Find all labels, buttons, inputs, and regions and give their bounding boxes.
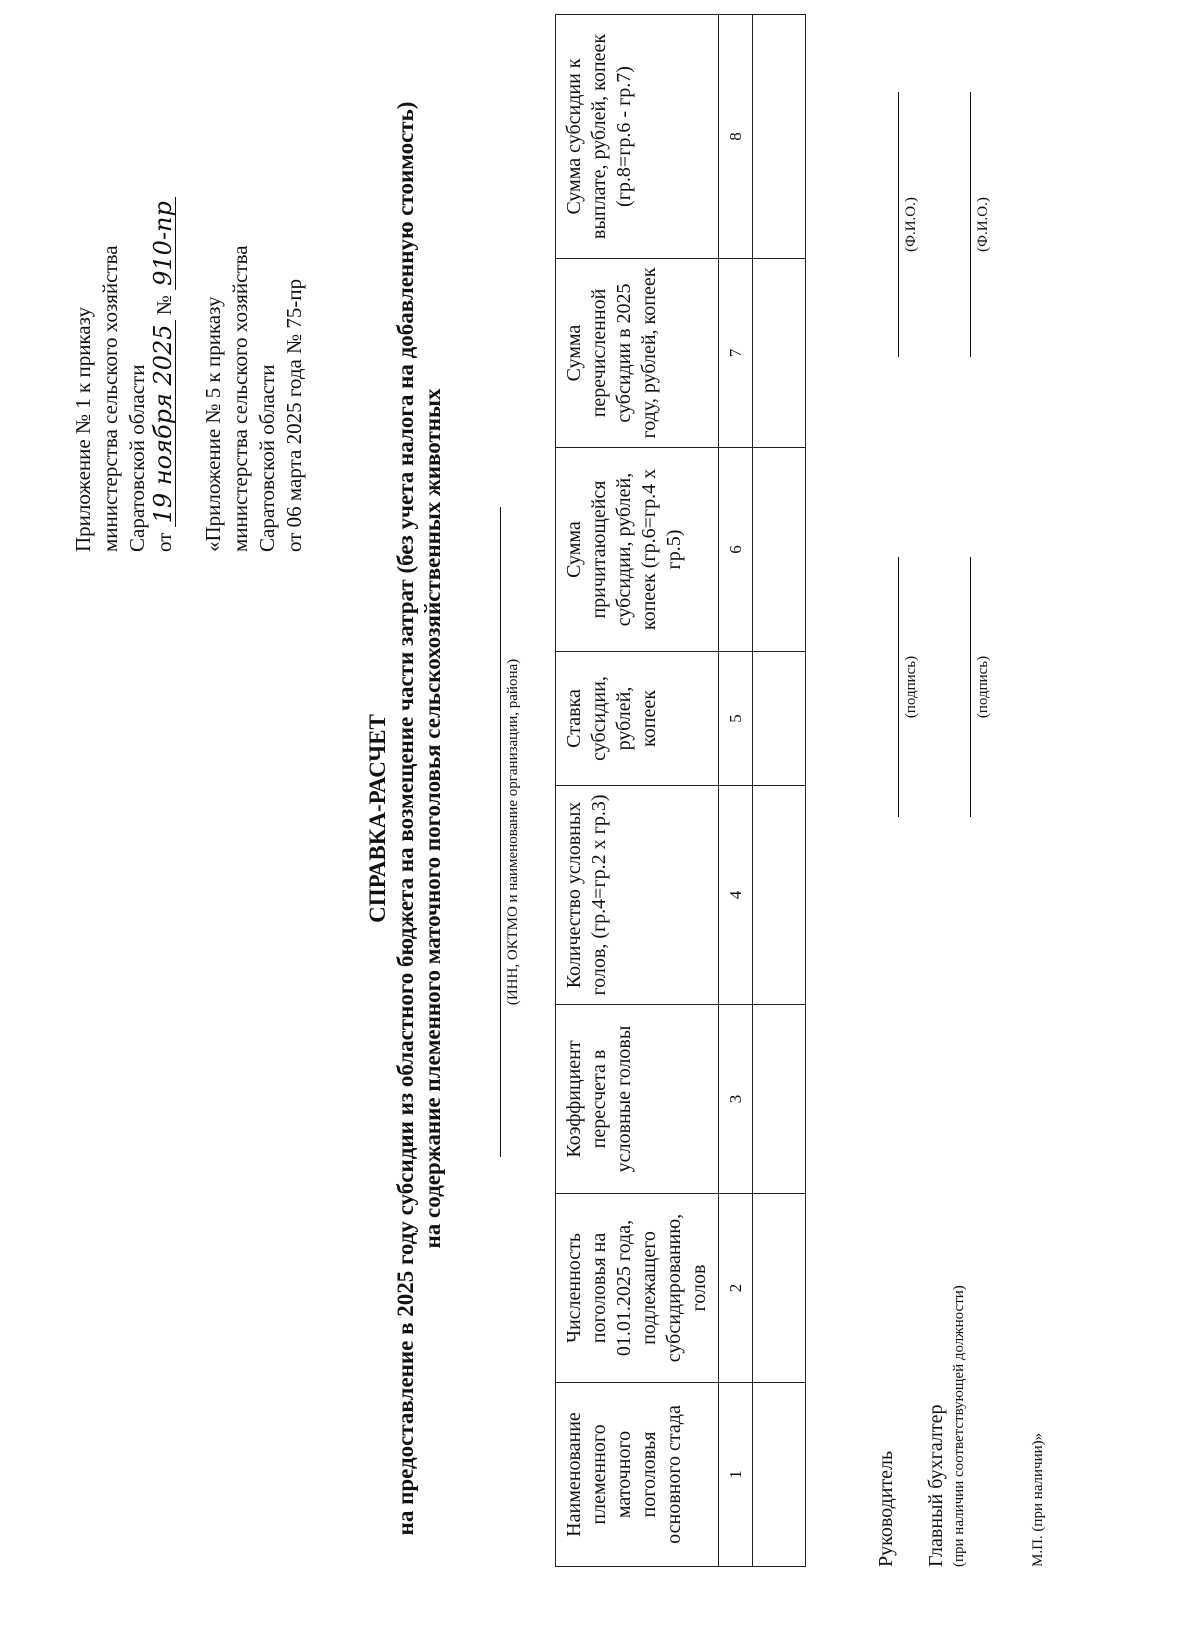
head-label: Руководитель: [875, 1450, 897, 1567]
spacer: [178, 82, 200, 552]
fio-caption: (Ф.И.О.): [975, 197, 991, 252]
annex-line: Саратовской области: [125, 364, 149, 552]
table-header-cell: Количество условных голов, (гр.4=гр.2 х гр.3): [556, 786, 719, 1005]
table-header-cell: Численность поголовья на 01.01.2025 года, подлежащего субсидированию, голов: [556, 1194, 719, 1383]
table-header-cell: Сумма перечисленной субсидии в 2025 году, рублей, копеек: [556, 259, 719, 448]
organization-caption: (ИНН, ОКТМО и наименование организации, района): [505, 658, 521, 1006]
table-number-cell: 5: [719, 652, 753, 786]
annex-date-line: [151, 82, 178, 552]
table-number-cell: 1: [719, 1383, 753, 1567]
annex-line: Приложение № 1 к приказу: [71, 307, 95, 552]
table-cell: [753, 1005, 806, 1194]
organization-fill-line: [500, 507, 501, 1157]
table-header-cell: Ставка субсидии, рублей, копеек: [556, 652, 719, 786]
annex-line: от 06 марта 2025 года № 75-пр: [282, 278, 306, 552]
accountant-label: Главный бухгалтер: [925, 1404, 947, 1567]
table-number-cell: 3: [719, 1005, 753, 1194]
annex-date-prefix: от: [152, 532, 176, 552]
table-cell: [753, 259, 806, 448]
table-cell: [753, 1194, 806, 1383]
table-number-cell: 8: [719, 15, 753, 259]
document-subtitle: на предоставление в 2025 году субсидии из областного бюджета на возмещение части затрат (без учета налога на добавленную стоимость): [393, 101, 418, 1536]
accountant-signature-line: [970, 557, 971, 817]
accountant-fio-line: [970, 92, 971, 357]
table-header-cell: Коэффициент пересчета в условные головы: [556, 1005, 719, 1194]
annex-line: «Приложение № 5 к приказу: [201, 296, 225, 552]
table-header-cell: Сумма субсидии к выплате, рублей, копеек (гр.8=гр.6 - гр.7): [556, 15, 719, 259]
table-number-row: [719, 15, 753, 1567]
table-header-cell: Сумма причитающейся субсидии, рублей, копеек (гр.6=гр.4 х гр.5): [556, 448, 719, 652]
table-cell: [753, 448, 806, 652]
annex-line: министерства сельского хозяйства: [98, 245, 122, 552]
head-fio-line: [898, 92, 899, 357]
fio-caption: (Ф.И.О.): [903, 197, 919, 252]
table-header-row: [556, 15, 719, 1567]
annex-line: Саратовской области: [255, 364, 279, 552]
accountant-note: (при наличии соответствующей должности): [951, 1285, 967, 1567]
table-cell: [753, 1383, 806, 1567]
document-subtitle: на содержание племенного маточного поголовья сельскохозяйственных животных: [420, 388, 445, 1249]
table-number-cell: 4: [719, 786, 753, 1005]
annex-line: министерства сельского хозяйства: [228, 245, 252, 552]
calculation-table: [555, 14, 806, 1567]
table-cell: [753, 786, 806, 1005]
annex-block: [70, 82, 308, 552]
handwritten-date: 19 ноября 2025: [151, 320, 176, 527]
document-title: СПРАВКА-РАСЧЕТ: [365, 714, 390, 923]
handwritten-number: 910-пр: [151, 197, 176, 290]
table-row: [753, 15, 806, 1567]
signature-caption: (подпись): [975, 655, 991, 719]
head-signature-line: [898, 557, 899, 817]
table-header-cell: Наименование племенного маточного поголовья основного стада: [556, 1383, 719, 1567]
table-number-cell: 2: [719, 1194, 753, 1383]
signature-caption: (подпись): [903, 655, 919, 719]
table-cell: [753, 652, 806, 786]
annex-number-label: №: [152, 295, 176, 316]
table-cell: [753, 15, 806, 259]
table-number-cell: 7: [719, 259, 753, 448]
table-number-cell: 6: [719, 448, 753, 652]
stamp-note: М.П. (при наличии)»: [1030, 1432, 1046, 1567]
